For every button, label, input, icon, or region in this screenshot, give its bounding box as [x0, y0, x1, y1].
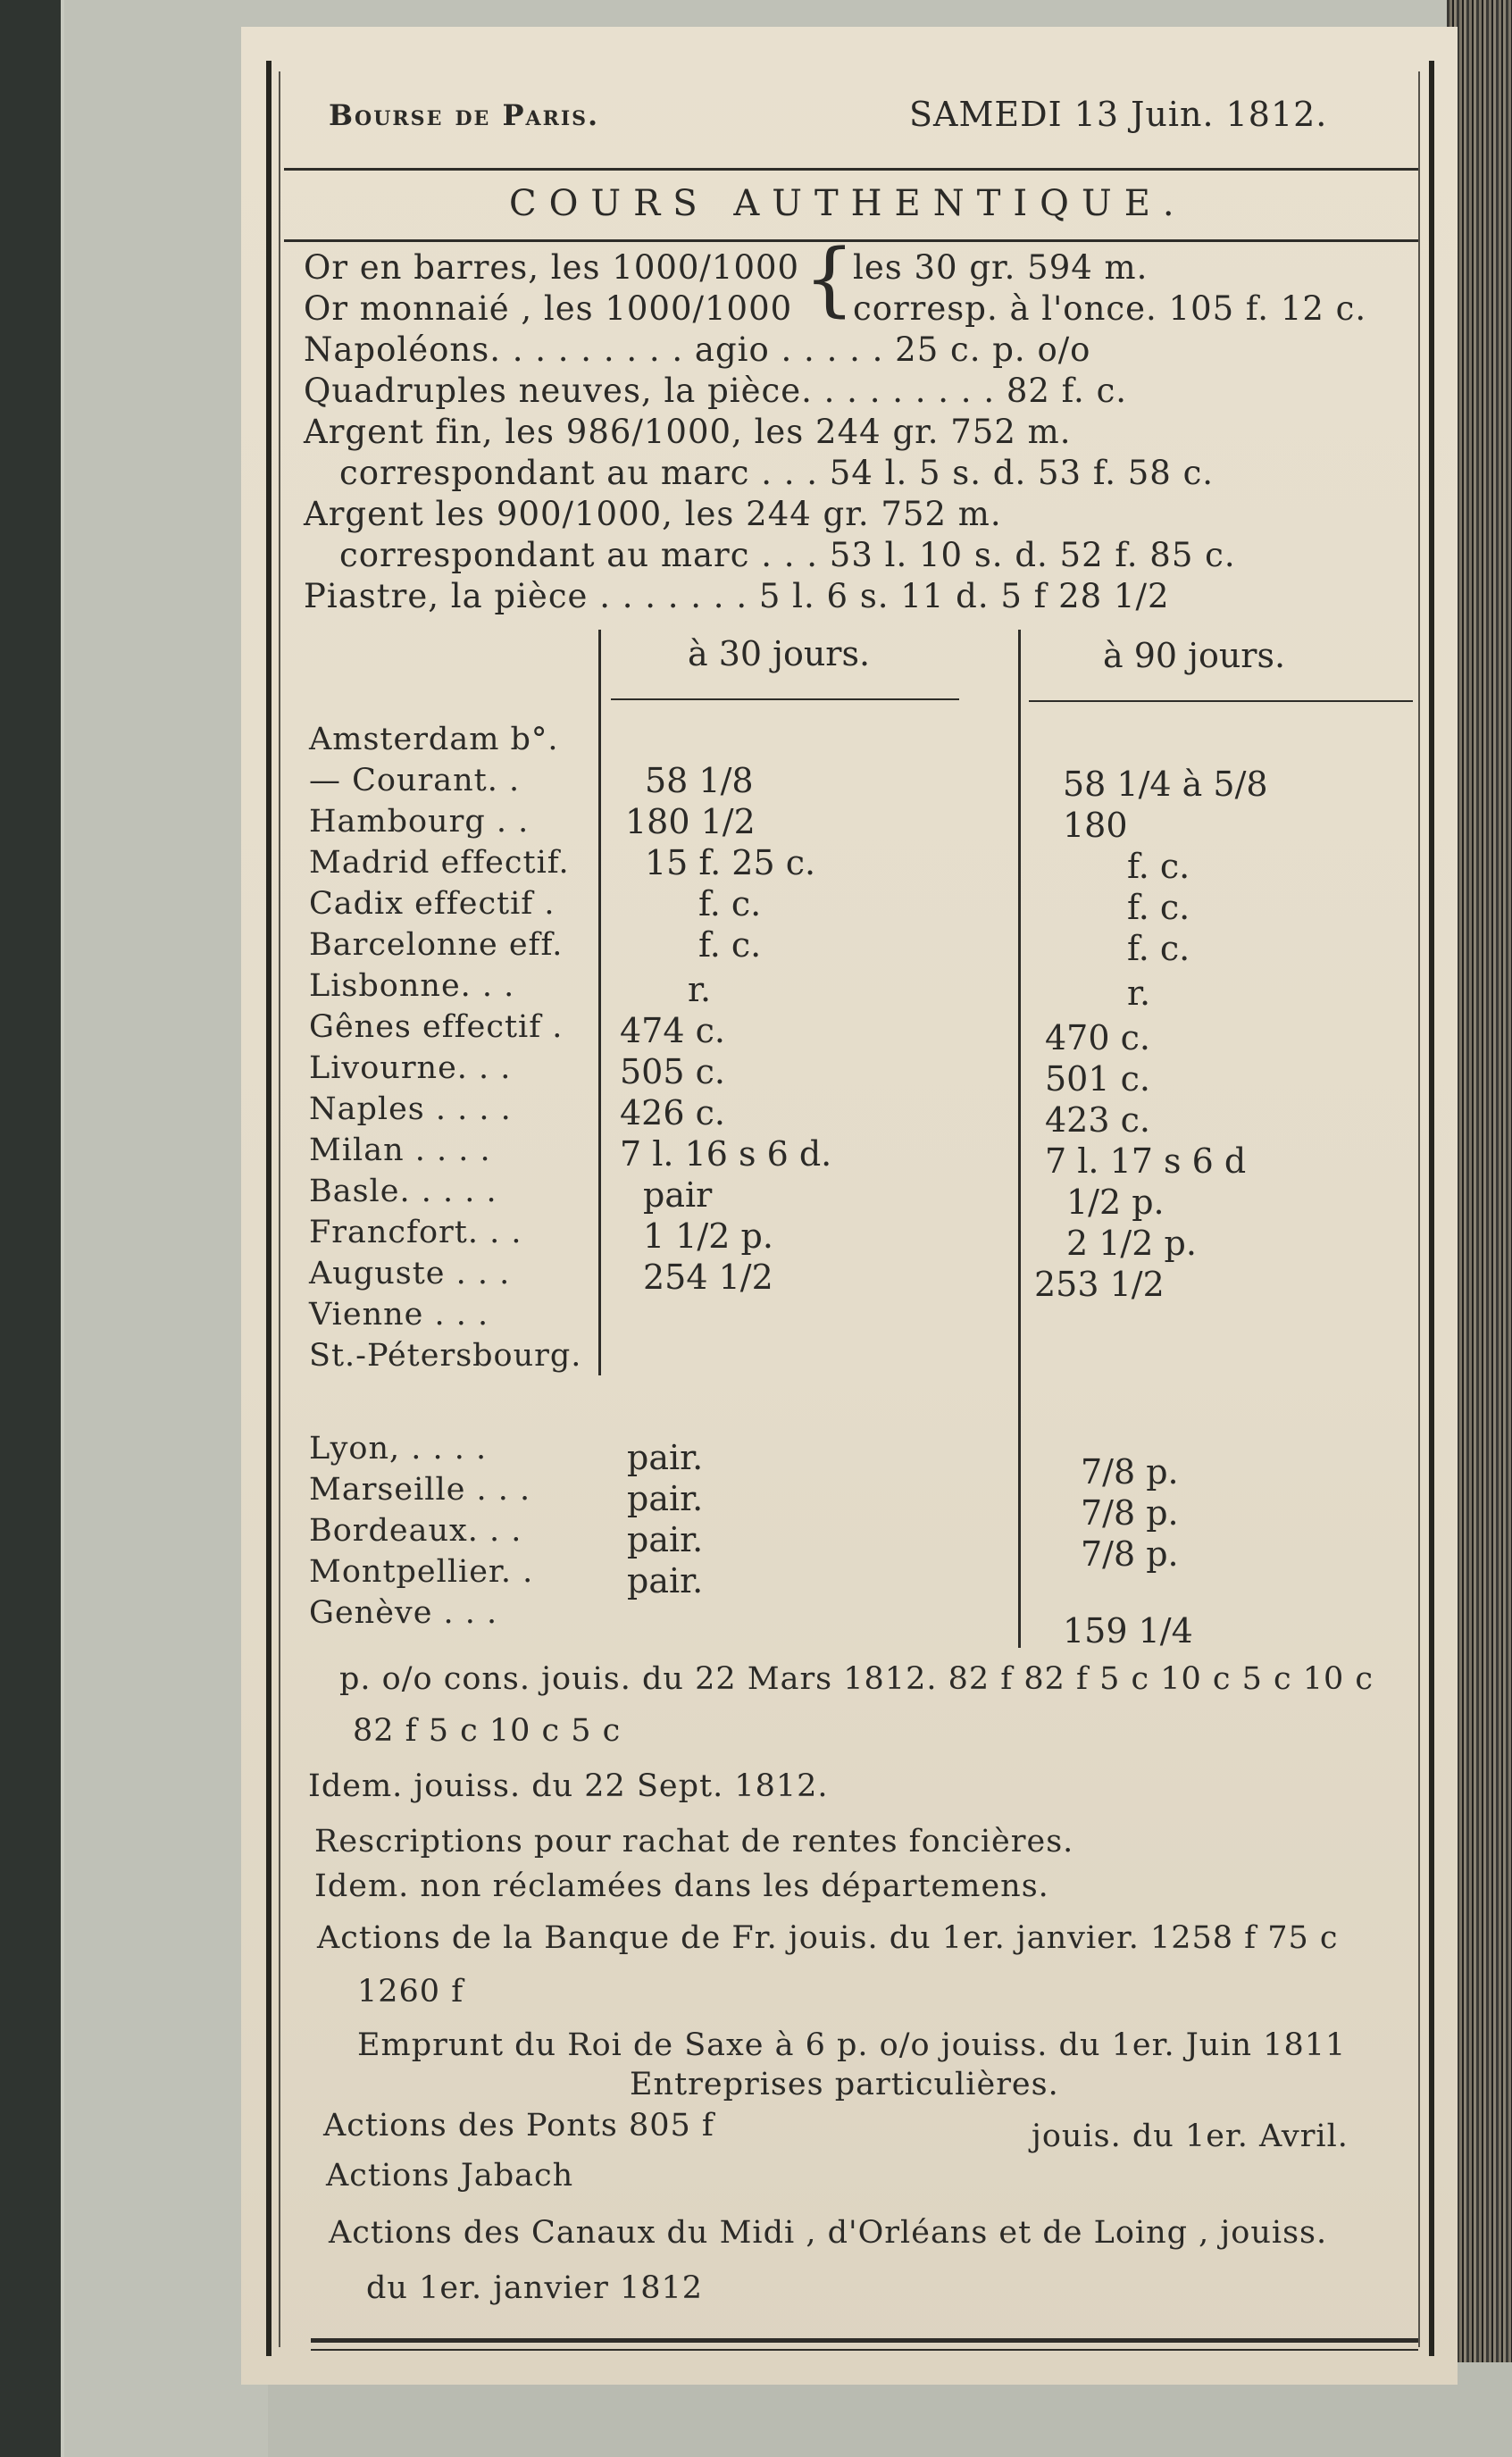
exchange-city: Livourne. . . [309, 1050, 512, 1086]
metal-line-3: les 30 gr. 594 m. [853, 248, 1149, 287]
metal-line-9: Argent les 900/1000, les 244 gr. 752 m. [304, 495, 1002, 533]
bottom-rule [311, 2338, 1418, 2343]
exchange-city: Bordeaux. . . [309, 1513, 522, 1549]
rate-90: 58 1/4 à 5/8 [1063, 765, 1268, 804]
metal-line-6: Quadruples neuves, la pièce. . . . . . . . . 82 f. c. [304, 372, 1128, 410]
fund-line-12: Actions Jabach [326, 2158, 574, 2194]
exchange-city: St.-Pétersbourg. [309, 1338, 582, 1374]
frame-inner-left [279, 71, 280, 2347]
fund-line-2: 82 f 5 c 10 c 5 c [353, 1713, 622, 1749]
fund-line-11: jouis. du 1er. Avril. [1032, 2119, 1349, 2154]
exchange-city: Naples . . . . [309, 1091, 512, 1127]
binding-edge [61, 0, 64, 2457]
rate-30: 180 1/2 [625, 802, 756, 841]
rate-30: pair. [627, 1561, 704, 1600]
frame-inner-right [1418, 71, 1420, 2347]
rate-30: 15 f. 25 c. [645, 843, 816, 882]
rate-90: f. c. [1127, 929, 1190, 968]
exchange-city: Amsterdam b°. [309, 722, 559, 757]
exchange-city: Vienne . . . [309, 1297, 489, 1333]
rate-90: 159 1/4 [1063, 1611, 1193, 1651]
rate-30: 254 1/2 [643, 1258, 773, 1297]
exchange-city: Genève . . . [309, 1595, 498, 1631]
rate-30: pair. [627, 1520, 704, 1559]
metal-line-8: correspondant au marc . . . 54 l. 5 s. d. 53 f. 58 c. [339, 454, 1215, 492]
metal-line-10: correspondant au marc . . . 53 l. 10 s. d. 52 f. 85 c. [339, 536, 1236, 574]
exchange-city: Montpellier. . [309, 1554, 534, 1590]
exchange-city: Auguste . . . [309, 1256, 511, 1291]
fund-line-9: Entreprises particulières. [630, 2067, 1059, 2102]
column-rule-30 [611, 698, 959, 700]
fund-line-13: Actions des Canaux du Midi , d'Orléans et de Loing , jouiss. [329, 2215, 1328, 2251]
rate-90: 1/2 p. [1066, 1183, 1165, 1222]
rate-90: f. c. [1127, 847, 1190, 886]
exchange-city: Hambourg . . [309, 804, 530, 840]
rate-30: r. [688, 970, 712, 1009]
header-bourse: Bourse de Paris. [329, 98, 600, 132]
exchange-city: — Courant. . [309, 763, 521, 798]
rate-90: 7/8 p. [1081, 1493, 1179, 1533]
exchange-city: Madrid effectif. [309, 845, 570, 881]
fund-line-1: p. o/o cons. jouis. du 22 Mars 1812. 82 f 82 f 5 c 10 c 5 c 10 c [339, 1661, 1374, 1697]
rate-90: r. [1127, 974, 1151, 1013]
rate-90: 2 1/2 p. [1066, 1224, 1197, 1263]
metal-line-5: Napoléons. . . . . . . . . agio . . . . . 25 c. p. o/o [304, 330, 1091, 369]
rate-90: 7 l. 17 s 6 d [1045, 1141, 1247, 1181]
exchange-city: Lyon, . . . . [309, 1431, 488, 1467]
exchange-city: Milan . . . . [309, 1132, 491, 1168]
fund-line-6: Actions de la Banque de Fr. jouis. du 1er. janvier. 1258 f 75 c [317, 1920, 1339, 1956]
metal-line-7: Argent fin, les 986/1000, les 244 gr. 752 m. [304, 413, 1072, 451]
fund-line-14: du 1er. janvier 1812 [366, 2270, 704, 2306]
fund-line-5: Idem. non réclamées dans les départemens. [314, 1868, 1049, 1904]
rate-30: 426 c. [620, 1093, 725, 1132]
rate-90: 253 1/2 [1034, 1265, 1165, 1304]
rate-30: 7 l. 16 s 6 d. [620, 1134, 832, 1174]
header-date: SAMEDI 13 Juin. 1812. [909, 95, 1328, 134]
rate-30: 505 c. [620, 1052, 725, 1091]
header-rule [284, 168, 1418, 171]
rate-30: 58 1/8 [645, 761, 754, 800]
exchange-city: Francfort. . . [309, 1215, 522, 1250]
table-divider-left [598, 630, 601, 1375]
rate-90: 7/8 p. [1081, 1452, 1179, 1492]
fund-line-7: 1260 f [357, 1974, 464, 2010]
rate-30: pair. [627, 1479, 704, 1518]
book-binding [0, 0, 61, 2457]
bottom-rule-thin [311, 2349, 1418, 2351]
exchange-city: Barcelonne eff. [309, 927, 564, 963]
column-header-30-days: à 30 jours. [688, 634, 871, 673]
column-rule-90 [1029, 700, 1413, 702]
rate-30: 474 c. [620, 1011, 725, 1050]
metal-line-1: Or en barres, les 1000/1000 [304, 248, 800, 287]
rate-30: pair. [627, 1438, 704, 1477]
metal-line-2: Or monnaié , les 1000/1000 [304, 289, 793, 328]
exchange-city: Marseille . . . [309, 1472, 531, 1508]
fund-line-4: Rescriptions pour rachat de rentes foncières. [314, 1824, 1074, 1859]
rate-90: 501 c. [1045, 1059, 1150, 1099]
rate-90: 423 c. [1045, 1100, 1150, 1140]
rate-30: f. c. [698, 884, 762, 923]
rate-90: 470 c. [1045, 1018, 1150, 1057]
exchange-city: Gênes effectif . [309, 1009, 564, 1045]
fund-line-8: Emprunt du Roi de Saxe à 6 p. o/o jouiss. du 1er. Juin 1811 [357, 2027, 1347, 2063]
rate-30: f. c. [698, 925, 762, 965]
column-header-90-days: à 90 jours. [1103, 636, 1286, 675]
rate-90: 7/8 p. [1081, 1534, 1179, 1574]
table-divider-right [1018, 630, 1021, 1648]
exchange-city: Basle. . . . . [309, 1174, 497, 1209]
exchange-city: Cadix effectif . [309, 886, 556, 922]
rate-30: 1 1/2 p. [643, 1216, 773, 1256]
fund-line-10: Actions des Ponts 805 f [323, 2108, 714, 2144]
rate-90: 180 [1063, 806, 1128, 845]
rate-30: pair [643, 1175, 713, 1215]
exchange-city: Lisbonne. . . [309, 968, 515, 1004]
rate-90: f. c. [1127, 888, 1190, 927]
fund-line-3: Idem. jouiss. du 22 Sept. 1812. [308, 1768, 829, 1804]
metal-line-4: corresp. à l'once. 105 f. 12 c. [853, 289, 1367, 328]
metal-line-11: Piastre, la pièce . . . . . . . 5 l. 6 s. 11 d. 5 f 28 1/2 [304, 577, 1170, 615]
brace-gold: { [804, 232, 856, 326]
page-title: COURS AUTHENTIQUE. [509, 183, 1187, 224]
